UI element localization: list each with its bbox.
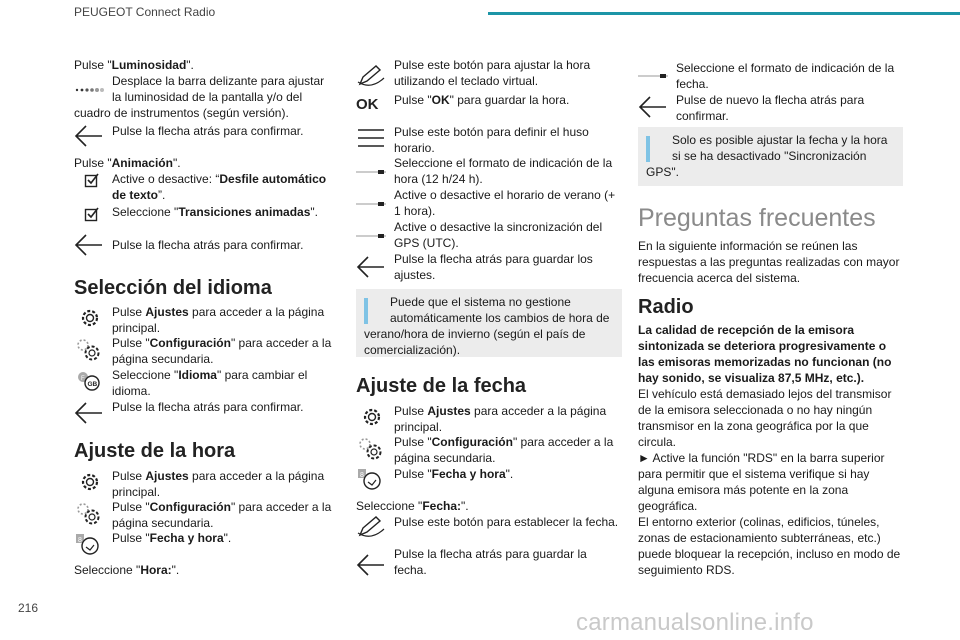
- paragraph-idioma-select: Seleccione "Idioma" para cambiar el idioma.: [112, 368, 308, 398]
- paragraph-fecha-config: Pulse "Configuración" para acceder a la página secundaria.: [394, 435, 614, 465]
- answer-distance: El vehículo está demasiado lejos del transmisor de la emisora seleccionada o no hay ningún transmisor en la zona geográfica por la que circula.: [638, 387, 892, 449]
- heading-hora: Ajuste de la hora: [74, 440, 236, 462]
- paragraph-verano: Active o desactive el horario de verano (+ 1 hora).: [394, 188, 616, 218]
- paragraph-fecha-ajustes: Pulse Ajustes para acceder a la página principal.: [394, 404, 607, 434]
- paragraph-formato-fecha: Seleccione el formato de indicación de la fecha.: [676, 61, 895, 91]
- paragraph-confirm-1: Pulse la flecha atrás para confirmar.: [112, 124, 304, 138]
- paragraph-huso: Pulse este botón para definir el huso horario.: [394, 125, 589, 155]
- paragraph-formato-hora: Seleccione el formato de indicación de la hora (12 h/24 h).: [394, 156, 613, 186]
- paragraph-fecha-hora: Pulse "Fecha y hora".: [394, 467, 514, 481]
- paragraph-animacion: Pulse "Animación".: [74, 156, 181, 170]
- paragraph-faq-intro: En la siguiente información se reúnen las respuestas a las preguntas realizadas con mayor frecuencia acerca del sistema.: [638, 239, 900, 285]
- heading-radio: Radio: [638, 296, 694, 318]
- heading-faq: Preguntas frecuentes: [638, 204, 876, 232]
- paragraph-hora-fecha: Pulse "Fecha y hora".: [112, 531, 232, 545]
- note-box: Solo es posible ajustar la fecha y la hora si se ha desactivado "Sincronización GPS".: [638, 127, 903, 186]
- header-accent-bar: [488, 12, 960, 15]
- paragraph-idioma-ajustes: Pulse Ajustes para acceder a la página principal.: [112, 305, 325, 335]
- paragraph-desplace: Desplace la barra delizante para ajustar la luminosidad de la pantalla y/o del cuadro de instrumentos (según versión).: [74, 74, 325, 120]
- watermark: carmanualsonline.info: [576, 609, 814, 636]
- paragraph-gps: Active o desactive la sincronización del GPS (UTC).: [394, 220, 603, 250]
- paragraph-confirm-2: Pulse la flecha atrás para confirmar.: [112, 238, 304, 252]
- paragraph-confirm-3: Pulse la flecha atrás para confirmar.: [112, 400, 304, 414]
- paragraph-hora-select: Seleccione "Hora:".: [74, 563, 180, 577]
- paragraph-guardar-ajustes: Pulse la flecha atrás para guardar los ajustes.: [394, 252, 593, 282]
- svg-text:GB: GB: [87, 381, 98, 388]
- svg-text:8: 8: [78, 537, 82, 544]
- heading-fecha: Ajuste de la fecha: [356, 375, 527, 397]
- page-number: 216: [18, 601, 39, 615]
- paragraph-teclado: Pulse este botón para ajustar la hora utilizando el teclado virtual.: [394, 58, 591, 88]
- answer-environment: El entorno exterior (colinas, edificios, túneles, zonas de estacionamiento subterráneas, etc.) puede bloquear la recepción, incluso en modo de seguimiento RDS.: [638, 515, 901, 577]
- paragraph-establecer-fecha: Pulse este botón para establecer la fecha.: [394, 515, 619, 529]
- paragraph-guardar-fecha: Pulse la flecha atrás para guardar la fecha.: [394, 547, 587, 577]
- svg-text:F: F: [81, 376, 85, 382]
- paragraph-fecha-select: Seleccione "Fecha:".: [356, 499, 469, 513]
- paragraph-transiciones: Seleccione "Transiciones animadas".: [112, 205, 318, 219]
- paragraph-confirmar-fecha: Pulse de nuevo la flecha atrás para confirmar.: [676, 93, 865, 123]
- heading-idioma: Selección del idioma: [74, 277, 272, 299]
- header-title: PEUGEOT Connect Radio: [74, 5, 216, 19]
- paragraph-desfile: Active o desactive: “Desfile automático de texto”.: [112, 172, 327, 202]
- question-reception: La calidad de recepción de la emisora sintonizada se deteriora progresivamente o las emisoras memorizadas no funcionan (no hay sonido, se visualiza 87,5 MHz, etc.).: [638, 323, 892, 385]
- paragraph-hora-config: Pulse "Configuración" para acceder a la página secundaria.: [112, 500, 332, 530]
- ok-icon: OK: [356, 96, 379, 113]
- answer-rds: ► Active la función "RDS" en la barra superior para permitir que el sistema verifique si hay alguna emisora más potente en la zona geográfica.: [638, 451, 885, 513]
- svg-text:8: 8: [360, 472, 364, 479]
- paragraph-luminosidad: Pulse "Luminosidad".: [74, 58, 194, 72]
- paragraph-hora-ajustes: Pulse Ajustes para acceder a la página principal.: [112, 469, 325, 499]
- paragraph-ok: Pulse "OK" para guardar la hora.: [394, 93, 570, 107]
- note-box: Puede que el sistema no gestione automáticamente los cambios de hora de verano/hora de invierno (según el país de comercialización).: [356, 289, 622, 357]
- paragraph-idioma-config: Pulse "Configuración" para acceder a la página secundaria.: [112, 336, 332, 366]
